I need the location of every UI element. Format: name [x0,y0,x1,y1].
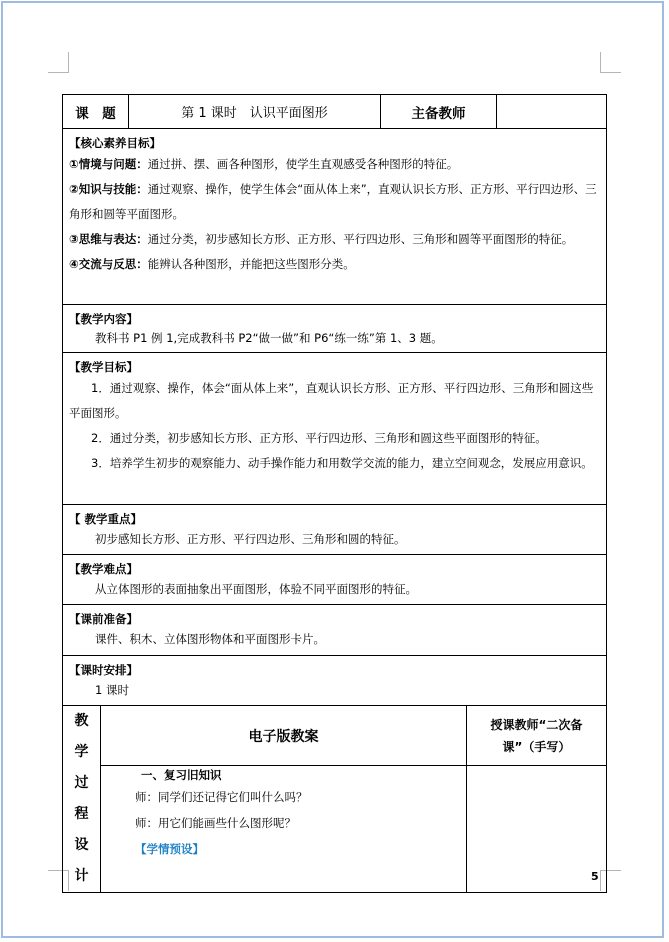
lesson-plan-table [62,94,607,893]
core-goals-header: 【核心素养目标】 [69,136,161,150]
core-goal-label: ③思维与表达： [69,232,148,246]
difficulties-header: 【教学难点】 [69,562,138,576]
preparation-row [63,605,607,656]
corner-mark-top-left [48,52,69,73]
second-prep-cell [467,766,607,893]
preparation-text: 课件、积木、立体图形物体和平面图形卡片。 [95,632,325,646]
schedule-row [63,656,607,706]
core-goal-item [69,252,600,277]
objectives-header: 【教学目标】 [69,360,138,374]
schedule-section [63,656,607,706]
second-prep-title: 授课教师“二次备课”（手写） [490,717,583,754]
lesson-line: 师：同学们还记得它们叫什么吗？ [135,790,308,805]
header-row [63,95,607,129]
difficulties-row [63,555,607,605]
process-side-char: 学 [74,744,89,760]
page-number: 5 [591,870,599,883]
content-row [63,305,607,353]
preparation-header: 【课前准备】 [69,612,138,626]
content-text: 教科书 P1 例 1,完成教科书 P2“做一做”和 P6“练一练”第 1、3 题。 [95,331,443,345]
teacher-label: 主备教师 [411,105,466,122]
core-goals-section [63,129,607,305]
core-goal-text: 能辨认各种图形，并能把这些图形分类。 [147,257,355,271]
preparation-section [63,605,607,656]
process-side-char: 设 [74,837,89,853]
process-side-char: 计 [74,868,89,884]
difficulties-section [63,555,607,605]
core-goal-label: ④交流与反思： [69,257,148,271]
core-goal-text: 通过分类，初步感知长方形、正方形、平行四边形、三角形和圆等平面图形的特征。 [147,232,574,246]
teacher-label-cell [381,95,497,129]
objective-item: 1．通过观察、操作，体会“面从体上来”，直观认识长方形、正方形、平行四边形、三角形和圆这些平面图形。 [69,381,594,420]
schedule-text: 1 课时 [95,683,129,697]
key-points-section [63,505,607,555]
teacher-value-cell [497,95,607,129]
topic-title: 第 1 课时 认识平面图形 [181,106,328,121]
electronic-plan-title: 电子版教案 [248,728,319,745]
second-prep-title-cell [467,706,607,766]
electronic-plan-title-cell [101,706,467,766]
core-goal-item [69,177,600,227]
core-goals-row [63,129,607,305]
process-side-char: 程 [74,806,89,822]
content-header: 【教学内容】 [69,312,138,326]
key-points-header: 【 教学重点】 [69,512,143,526]
objective-item: 3．培养学生初步的观察能力、动手操作能力和用数学交流的能力，建立空间观念，发展应用意识。 [91,456,593,470]
process-side-char: 过 [74,775,89,791]
lesson-tag: 【学情预设】 [135,842,204,857]
schedule-header: 【课时安排】 [69,663,138,677]
difficulties-text: 从立体图形的表面抽象出平面图形，体验不同平面图形的特征。 [95,582,417,596]
key-points-row [63,505,607,555]
process-side-char: 教 [74,713,89,729]
topic-label-cell [63,95,129,129]
objective-item: 2．通过分类，初步感知长方形、正方形、平行四边形、三角形和圆这些平面图形的特征。 [91,431,547,445]
core-goal-item [69,152,600,177]
objectives-row [63,353,607,505]
core-goal-item [69,227,600,252]
key-points-text: 初步感知长方形、正方形、平行四边形、三角形和圆的特征。 [95,532,406,546]
content-section [63,305,607,353]
corner-mark-top-right [600,52,621,73]
lesson-content-cell [101,766,467,893]
core-goal-label: ②知识与技能： [69,182,148,196]
core-goal-text: 通过拼、摆、画各种图形，使学生直观感受各种图形的特征。 [147,157,459,171]
topic-label: 课 题 [75,105,116,122]
objectives-section [63,353,607,505]
core-goal-label: ①情境与问题： [69,157,148,171]
lesson-line: 师：用它们能画些什么图形呢？ [135,816,296,831]
process-header-row [63,706,607,766]
lesson-section-title: 一、复习旧知识 [141,768,222,783]
process-side-label [63,706,101,893]
process-content-row [63,766,607,893]
topic-title-cell [129,95,381,129]
core-goal-text: 通过观察、操作，使学生体会“面从体上来”，直观认识长方形、正方形、平行四边形、三角形和圆等平面图形。 [69,182,597,221]
